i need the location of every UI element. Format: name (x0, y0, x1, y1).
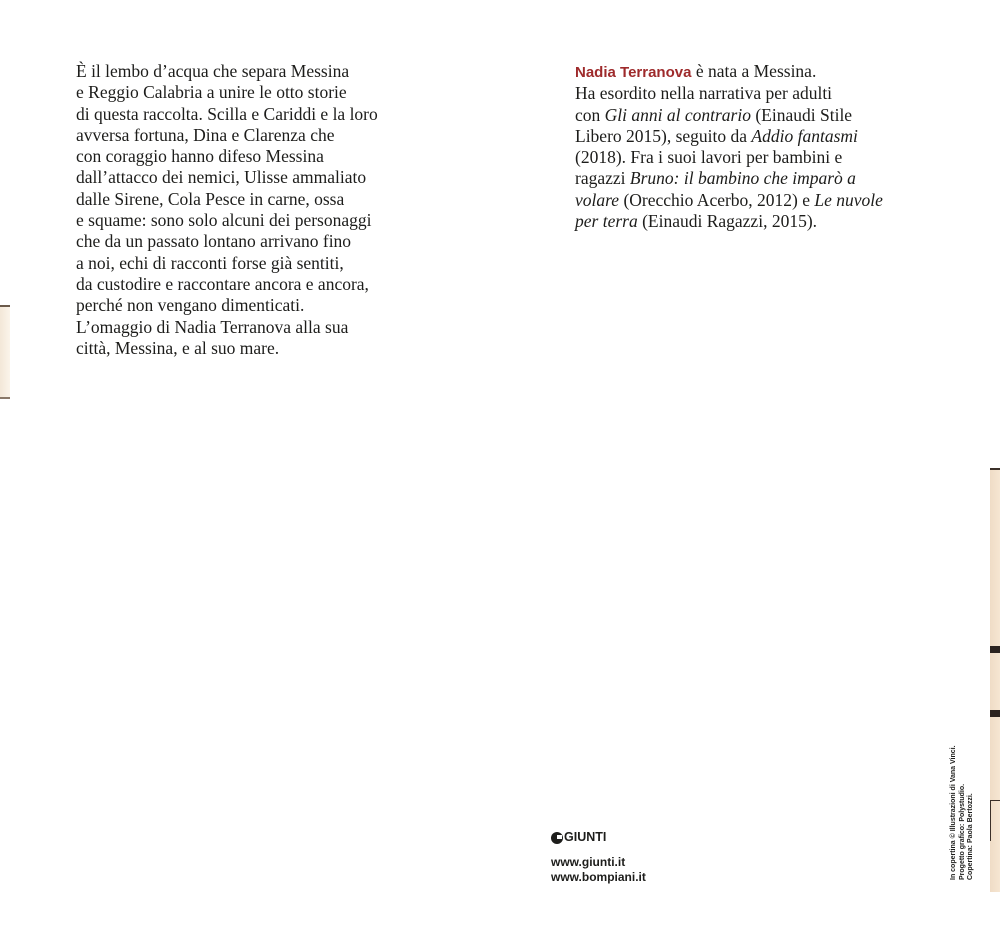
blurb-line: a noi, echi di racconti forse già sentiti, (76, 252, 344, 273)
book-title: Addio fantasmi (751, 125, 858, 146)
logo-text: GIUNTI (564, 830, 607, 844)
cover-credits (950, 745, 976, 880)
book-title: per terra (575, 211, 638, 232)
book-blurb (76, 61, 456, 359)
bio-line: volare (Orecchio Acerbo, 2012) e Le nuvole (575, 189, 883, 210)
bio-line: con Gli anni al contrario (Einaudi Stile (575, 104, 853, 125)
bio-line: ragazzi Bruno: il bambino che imparò a (575, 168, 856, 189)
illustration-band (990, 710, 1000, 717)
author-name: Nadia Terranova (575, 64, 692, 81)
blurb-line: È il lembo d’acqua che separa Messina (76, 61, 350, 81)
blurb-line: da custodire e raccontare ancora e ancora, (76, 273, 369, 294)
blurb-line: città, Messina, e al suo mare. (76, 337, 280, 358)
url-bompiani: www.bompiani.it (551, 870, 646, 884)
blurb-line: che da un passato lontano arrivano fino (76, 231, 352, 252)
url-giunti: www.giunti.it (551, 855, 626, 869)
cover-illustration-edge-right (990, 468, 1000, 892)
giunti-logo (551, 830, 646, 845)
illustration-scribble (990, 800, 1000, 841)
credit-line: In copertina © Illustrazioni di Vana Vinci. (950, 745, 957, 880)
giunti-logo-icon (551, 832, 563, 844)
blurb-line: dall’attacco dei nemici, Ulisse ammaliato (76, 167, 367, 188)
book-title: volare (575, 189, 620, 210)
bio-line: Nadia Terranova è nata a Messina. (575, 61, 817, 81)
blurb-line: avversa fortuna, Dina e Clarenza che (76, 124, 335, 145)
blurb-line: perché non vengano dimenticati. (76, 295, 305, 316)
cover-illustration-edge-left (0, 305, 10, 399)
bio-line: (2018). Fra i suoi lavori per bambini e (575, 147, 843, 168)
blurb-line: e squame: sono solo alcuni dei personaggi (76, 210, 372, 231)
blurb-line: di questa raccolta. Scilla e Cariddi e la loro (76, 103, 378, 124)
illustration-band (990, 646, 1000, 653)
publisher-block (551, 830, 646, 885)
credit-line: Progetto grafico: Polystudio. (958, 783, 966, 880)
bio-line: per terra (Einaudi Ragazzi, 2015). (575, 211, 818, 232)
blurb-line: dalle Sirene, Cola Pesce in carne, ossa (76, 188, 345, 209)
author-bio (575, 61, 975, 232)
bio-line: Libero 2015), seguito da Addio fantasmi (575, 125, 858, 146)
blurb-line: L’omaggio di Nadia Terranova alla sua (76, 316, 349, 337)
book-title: Le nuvole (814, 189, 883, 210)
book-title: Bruno: il bambino che imparò a (629, 168, 856, 189)
book-title: Gli anni al contrario (604, 104, 751, 125)
blurb-line: e Reggio Calabria a unire le otto storie (76, 82, 347, 103)
credit-line: Copertina: Paola Bertozzi. (967, 793, 974, 880)
blurb-line: con coraggio hanno difeso Messina (76, 146, 324, 167)
bio-line: Ha esordito nella narrativa per adulti (575, 83, 833, 104)
